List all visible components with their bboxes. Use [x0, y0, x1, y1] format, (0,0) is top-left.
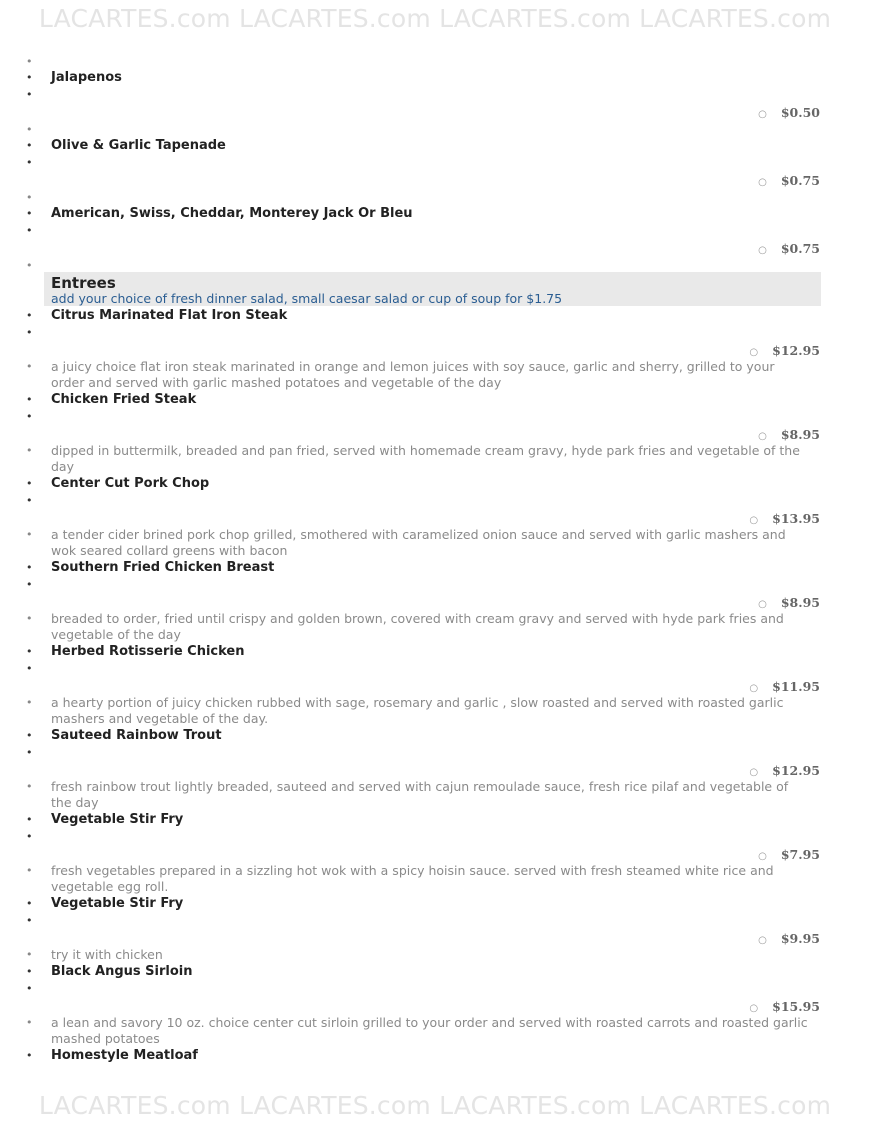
circle-icon: ○ — [758, 851, 767, 862]
addon-price-row — [740, 104, 820, 123]
entree-description: fresh vegetables prepared in a sizzling hot wok with a spicy hoisin sauce. served with fresh steamed white rice and vegetable egg roll. — [51, 863, 774, 894]
entree-price: $9.95 — [780, 931, 820, 946]
bullet: • — [26, 982, 33, 995]
bullet: • — [26, 191, 33, 204]
bullet: • — [26, 780, 33, 793]
entree-name: Herbed Rotisserie Chicken — [51, 644, 245, 659]
circle-icon: ○ — [758, 245, 767, 256]
bullet: • — [26, 729, 33, 742]
entree-name: Black Angus Sirloin — [51, 964, 193, 979]
bullet: • — [26, 207, 33, 220]
bullet: • — [26, 494, 33, 507]
entree-price: $13.95 — [772, 511, 820, 526]
section-subtitle: add your choice of fresh dinner salad, small caesar salad or cup of soup for $1.75 — [51, 291, 563, 306]
addon-name: Olive & Garlic Tapenade — [51, 138, 226, 153]
bullet: • — [26, 561, 33, 574]
bullet: • — [26, 444, 33, 457]
entree-price: $7.95 — [780, 847, 820, 862]
bullet: • — [26, 1049, 33, 1062]
circle-icon: ○ — [749, 1003, 759, 1014]
bullet: • — [26, 309, 33, 322]
bullet: • — [26, 948, 33, 961]
circle-icon: ○ — [758, 177, 767, 188]
addon-name: Jalapenos — [51, 70, 122, 85]
bullet: • — [26, 88, 33, 101]
circle-icon: ○ — [749, 347, 759, 358]
bullet: • — [26, 224, 33, 237]
bullet: • — [26, 326, 33, 339]
bullet: • — [26, 612, 33, 625]
watermark-bottom: LACARTES.com LACARTES.com LACARTES.com LACARTES.com — [38, 1091, 832, 1120]
watermark-top: LACARTES.com LACARTES.com LACARTES.com LACARTES.com — [38, 4, 832, 33]
entree-description: fresh rainbow trout lightly breaded, sauteed and served with cajun remoulade sauce, fresh rice pilaf and vegetable of the day — [51, 779, 789, 810]
entree-name: Vegetable Stir Fry — [51, 896, 184, 911]
entree-price: $15.95 — [772, 999, 820, 1014]
bullet: • — [26, 813, 33, 826]
circle-icon: ○ — [749, 515, 759, 526]
entree-name: Citrus Marinated Flat Iron Steak — [51, 308, 288, 323]
bullet: • — [26, 528, 33, 541]
bullet: • — [26, 477, 33, 490]
circle-icon: ○ — [749, 767, 759, 778]
circle-icon: ○ — [749, 683, 759, 694]
bullet: • — [26, 360, 33, 373]
entree-description: a hearty portion of juicy chicken rubbed with sage, rosemary and garlic , slow roasted and served with roasted garlic mashers and vegetable of the day. — [51, 695, 784, 726]
bullet: • — [26, 55, 33, 68]
bullet: • — [26, 897, 33, 910]
circle-icon: ○ — [758, 935, 767, 946]
entree-name: Vegetable Stir Fry — [51, 812, 184, 827]
bullet: • — [26, 965, 33, 978]
bullet: • — [26, 914, 33, 927]
entree-price: $12.95 — [772, 343, 820, 358]
addon-price: $0.50 — [780, 105, 820, 120]
circle-icon: ○ — [758, 599, 767, 610]
entree-description: breaded to order, fried until crispy and golden brown, covered with cream gravy and served with hyde park fries and vegetable of the day — [51, 611, 784, 642]
bullet: • — [26, 259, 33, 272]
addon-name: American, Swiss, Cheddar, Monterey Jack Or Bleu — [51, 206, 413, 221]
entree-price: $12.95 — [772, 763, 820, 778]
entree-name: Sauteed Rainbow Trout — [51, 728, 222, 743]
bullet: • — [26, 123, 33, 136]
entree-name: Center Cut Pork Chop — [51, 476, 210, 491]
entree-name: Chicken Fried Steak — [51, 392, 197, 407]
bullet: • — [26, 156, 33, 169]
entree-description: a juicy choice flat iron steak marinated in orange and lemon juices with soy sauce, garlic and sherry, grilled to your order and served with garlic mashed potatoes and vegetable of the day — [51, 359, 775, 390]
entree-description: a lean and savory 10 oz. choice center cut sirloin grilled to your order and served with roasted carrots and roasted garlic mashed potatoes — [51, 1015, 808, 1046]
entree-price: $11.95 — [772, 679, 820, 694]
bullet: • — [26, 662, 33, 675]
bullet: • — [26, 830, 33, 843]
entree-price: $8.95 — [780, 595, 820, 610]
entree-name: Southern Fried Chicken Breast — [51, 560, 275, 575]
bullet: • — [26, 410, 33, 423]
circle-icon: ○ — [758, 109, 767, 120]
entree-name: Homestyle Meatloaf — [51, 1048, 198, 1063]
addon-price: $0.75 — [780, 173, 820, 188]
bullet: • — [26, 393, 33, 406]
section-title: Entrees — [51, 274, 116, 292]
bullet: • — [26, 139, 33, 152]
entree-description: a tender cider brined pork chop grilled, smothered with caramelized onion sauce and served with garlic mashers and wok seared collard greens with bacon — [51, 527, 786, 558]
bullet: • — [26, 746, 33, 759]
bullet: • — [26, 645, 33, 658]
entree-description: dipped in buttermilk, breaded and pan fried, served with homemade cream gravy, hyde park fries and vegetable of the day — [51, 443, 800, 474]
entree-price: $8.95 — [780, 427, 820, 442]
bullet: • — [26, 864, 33, 877]
addon-price-row — [740, 240, 820, 259]
bullet: • — [26, 578, 33, 591]
bullet: • — [26, 696, 33, 709]
bullet: • — [26, 1016, 33, 1029]
bullet: • — [26, 71, 33, 84]
addon-price-row — [740, 172, 820, 191]
circle-icon: ○ — [758, 431, 767, 442]
entree-description: try it with chicken — [51, 947, 163, 962]
addon-price: $0.75 — [780, 241, 820, 256]
